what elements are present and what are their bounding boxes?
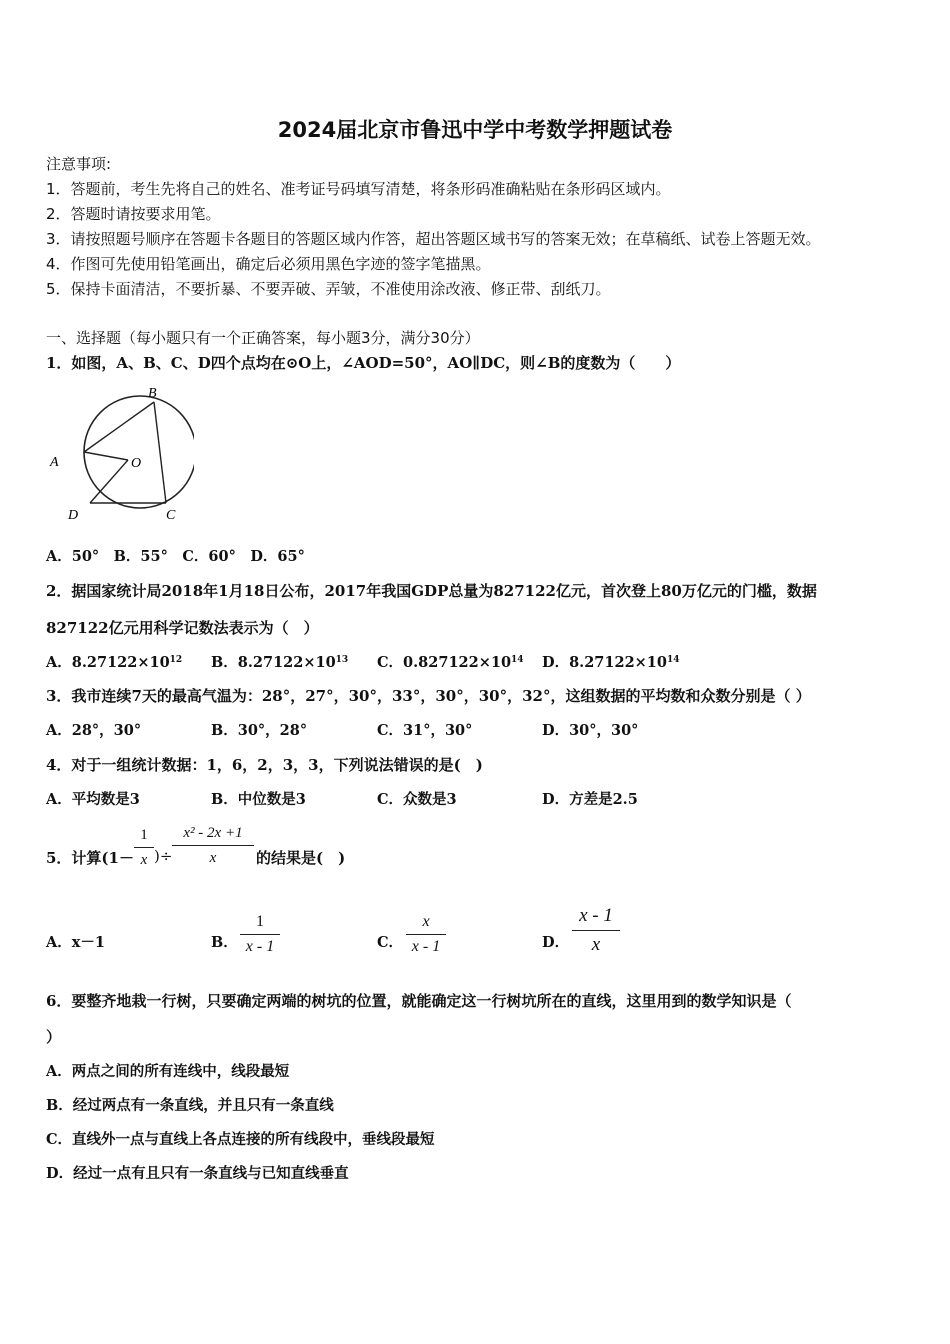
question-5-option-d-fraction: x - 1 x [572,905,620,956]
question-5-option-c-fraction: x x - 1 [406,913,446,956]
point-label-b: B [148,386,157,401]
question-4-option-b: B．中位数是3 [211,791,306,808]
point-label-d: D [68,508,79,523]
chord-ab [84,402,154,452]
question-6-stem-cont: ） [46,1028,62,1046]
question-5-mid: )÷ [154,847,173,865]
question-6-option-c: C．直线外一点与直线上各点连接的所有线段中，垂线段最短 [46,1131,435,1148]
question-6-option-b: B．经过两点有一条直线，并且只有一条直线 [46,1097,334,1114]
question-4-option-a: A．平均数是3 [46,791,140,808]
question-4-option-d: D．方差是2.5 [542,791,638,808]
page-title: 2024届北京市鲁迅中学中考数学押题试卷 [277,118,673,142]
question-3-option-c: C．31°，30° [377,722,473,739]
section-heading: 一、选择题（每小题只有一个正确答案，每小题3分，满分30分） [46,329,480,347]
question-2-option-d: D．$8.27122\times 10^{14}$ [542,654,680,671]
question-5-option-d-label: D． [542,934,570,951]
question-1-options: A．50° B．55° C．60° D．65° [46,548,305,565]
question-1-stem: 1．如图，A、B、C、D四个点均在⊙O上，∠AOD=50°，AO∥DC，则∠B的度数为（ ） [46,354,681,372]
question-3-option-b: B．30°，28° [211,722,308,739]
question-5-fraction-2: x² - 2x +1 x [172,824,254,867]
question-5-option-b-label: B． [211,934,238,951]
question-6-option-a: A．两点之间的所有连线中，线段最短 [46,1063,290,1080]
question-2-option-b: B．$8.27122\times 10^{13}$ [211,654,349,671]
question-3-option-a: A．28°，30° [46,722,142,739]
question-2-stem: 2．据国家统计局2018年1月18日公布，2017年我国GDP总量为827122亿元，首次登上80万亿元的门槛，数据 [46,582,817,600]
circle-diagram [44,382,194,527]
question-3-option-d: D．30°，30° [542,722,639,739]
question-4-option-c: C．众数是3 [377,791,457,808]
question-2-option-a: A．$8.27122\times 10^{12}$ [46,654,183,671]
chord-bc [154,402,166,503]
segment-od [90,460,128,503]
point-label-o: O [131,456,142,471]
notice-item: 4．作图可先使用铅笔画出，确定后必须用黑色字迹的签字笔描黑。 [46,255,491,273]
question-2-stem-cont: 827122亿元用科学记数法表示为（ ） [46,619,319,637]
question-6-stem: 6．要整齐地栽一行树，只要确定两端的树坑的位置，就能确定这一行树坑所在的直线，这里用到的数学知识是（ [46,992,792,1010]
notice-heading: 注意事项: [46,155,112,173]
question-6-option-d: D．经过一点有且只有一条直线与已知直线垂直 [46,1165,349,1182]
notice-item: 5．保持卡面清洁，不要折暴、不要弄破、弄皱，不准使用涂改液、修正带、刮纸刀。 [46,280,611,298]
question-5-prefix: 5．计算(1－ [46,849,134,867]
question-5-suffix: 的结果是( ) [256,849,346,867]
point-label-a: A [50,455,59,470]
question-2-option-c: C．$0.827122\times 10^{14}$ [377,654,524,671]
notice-item: 1．答题前，考生先将自己的姓名、准考证号码填写清楚，将条形码准确粘贴在条形码区域内。 [46,180,671,198]
question-5-fraction-1: 1 x [134,826,154,869]
question-3-stem: 3．我市连续7天的最高气温为：28°，27°，30°，33°，30°，30°，32°，这组数据的平均数和众数分别是（ ） [46,687,811,705]
notice-item: 2．答题时请按要求用笔。 [46,205,221,223]
question-4-stem: 4．对于一组统计数据：1，6，2，3，3，下列说法错误的是( ) [46,756,483,774]
segment-ao [84,452,128,460]
question-5-option-b-fraction: 1 x - 1 [240,913,280,956]
notice-item: 3．请按照题号顺序在答题卡各题目的答题区域内作答，超出答题区域书写的答案无效；在草稿纸、试卷上答题无效。 [46,230,821,248]
question-5-option-c-label: C． [377,934,404,951]
point-label-c: C [166,508,176,523]
question-5-option-a: A．x－1 [46,934,105,951]
